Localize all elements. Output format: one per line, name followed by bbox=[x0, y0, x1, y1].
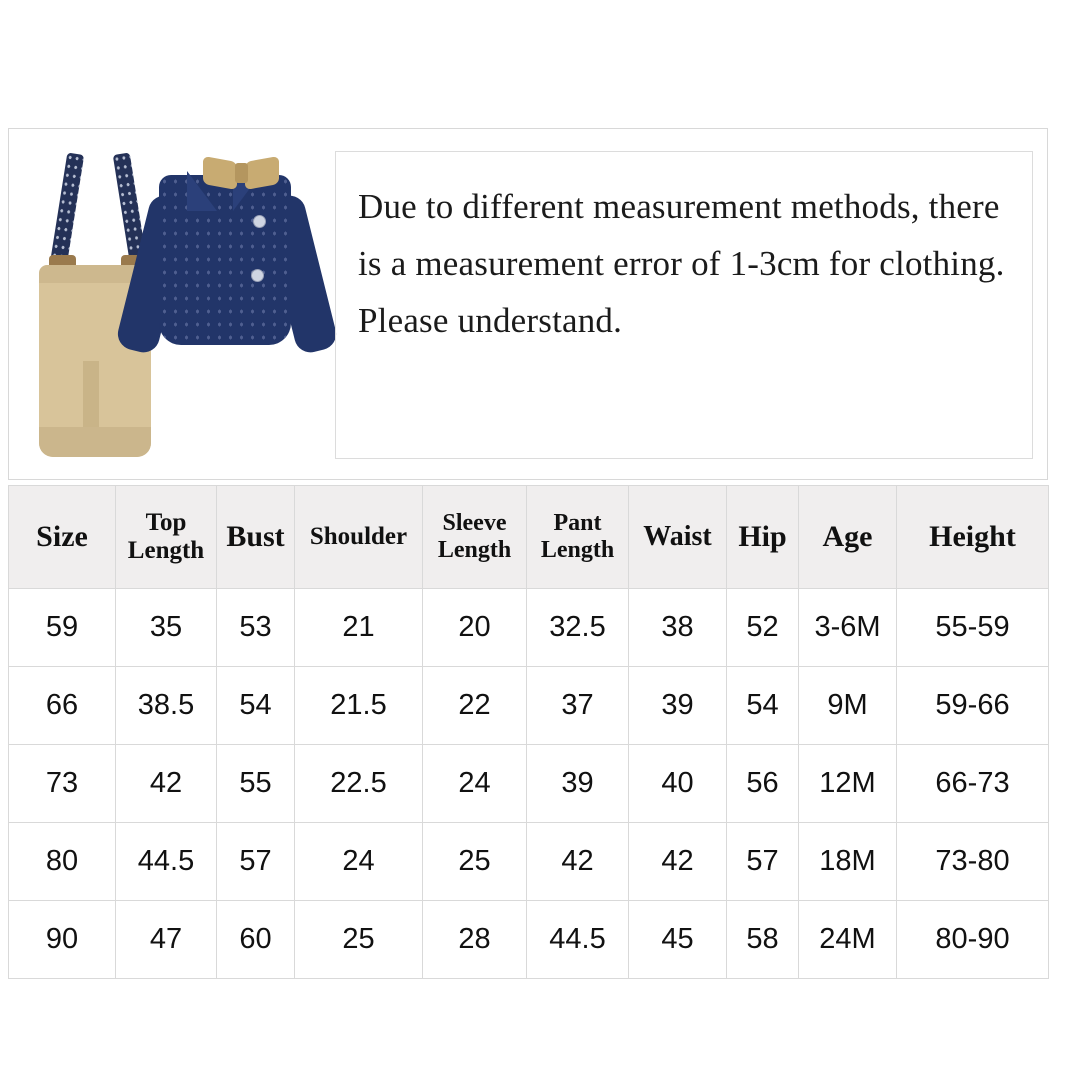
cell-pant: 44.5 bbox=[527, 901, 629, 979]
cell-height: 73-80 bbox=[897, 823, 1049, 901]
table-row bbox=[9, 667, 1049, 745]
column-header-height: Height bbox=[897, 486, 1049, 589]
shirt-dot-pattern bbox=[159, 175, 291, 345]
cell-bust: 60 bbox=[217, 901, 295, 979]
cell-bust: 55 bbox=[217, 745, 295, 823]
cell-age: 9M bbox=[799, 667, 897, 745]
column-header-hip: Hip bbox=[727, 486, 799, 589]
cell-shoulder: 25 bbox=[295, 901, 423, 979]
cell-size: 90 bbox=[9, 901, 116, 979]
product-illustration bbox=[21, 139, 331, 469]
column-header-shoulder: Shoulder bbox=[295, 486, 423, 589]
cell-size: 59 bbox=[9, 589, 116, 667]
cell-waist: 38 bbox=[629, 589, 727, 667]
cell-height: 80-90 bbox=[897, 901, 1049, 979]
cell-pant: 39 bbox=[527, 745, 629, 823]
cell-shoulder: 24 bbox=[295, 823, 423, 901]
cell-height: 66-73 bbox=[897, 745, 1049, 823]
cell-size: 66 bbox=[9, 667, 116, 745]
cell-top: 47 bbox=[116, 901, 217, 979]
cell-age: 3-6M bbox=[799, 589, 897, 667]
cell-shoulder: 21 bbox=[295, 589, 423, 667]
cell-sleeve: 28 bbox=[423, 901, 527, 979]
shirt-button-icon bbox=[251, 269, 264, 282]
cell-size: 80 bbox=[9, 823, 116, 901]
table-row bbox=[9, 823, 1049, 901]
cell-hip: 54 bbox=[727, 667, 799, 745]
table-row bbox=[9, 745, 1049, 823]
cell-sleeve: 24 bbox=[423, 745, 527, 823]
cell-hip: 57 bbox=[727, 823, 799, 901]
outfit-graphic bbox=[21, 139, 331, 469]
size-chart-table bbox=[8, 485, 1049, 979]
cell-shoulder: 21.5 bbox=[295, 667, 423, 745]
cell-top: 42 bbox=[116, 745, 217, 823]
measurement-notice bbox=[335, 151, 1033, 459]
column-header-top-length: Top Length bbox=[116, 486, 217, 589]
shirt-button-icon bbox=[253, 215, 266, 228]
cell-top: 44.5 bbox=[116, 823, 217, 901]
cell-waist: 42 bbox=[629, 823, 727, 901]
cell-pant: 37 bbox=[527, 667, 629, 745]
column-header-age: Age bbox=[799, 486, 897, 589]
cell-pant: 42 bbox=[527, 823, 629, 901]
column-header-pant-length: Pant Length bbox=[527, 486, 629, 589]
cell-pant: 32.5 bbox=[527, 589, 629, 667]
column-header-bust: Bust bbox=[217, 486, 295, 589]
cell-sleeve: 25 bbox=[423, 823, 527, 901]
cell-bust: 53 bbox=[217, 589, 295, 667]
cell-bust: 54 bbox=[217, 667, 295, 745]
cell-waist: 40 bbox=[629, 745, 727, 823]
table-row bbox=[9, 901, 1049, 979]
cell-sleeve: 20 bbox=[423, 589, 527, 667]
cell-age: 18M bbox=[799, 823, 897, 901]
cell-shoulder: 22.5 bbox=[295, 745, 423, 823]
measurement-notice-text: Due to different measurement methods, there is a measurement error of 1-3cm for clothing. Please understand. bbox=[358, 187, 1005, 341]
cell-top: 38.5 bbox=[116, 667, 217, 745]
info-panel bbox=[8, 128, 1048, 480]
cell-bust: 57 bbox=[217, 823, 295, 901]
pants-cuff bbox=[39, 427, 151, 457]
cell-size: 73 bbox=[9, 745, 116, 823]
cell-hip: 56 bbox=[727, 745, 799, 823]
table-row bbox=[9, 589, 1049, 667]
navy-shirt-icon bbox=[159, 175, 291, 345]
cell-age: 24M bbox=[799, 901, 897, 979]
cell-age: 12M bbox=[799, 745, 897, 823]
cell-height: 59-66 bbox=[897, 667, 1049, 745]
cell-waist: 39 bbox=[629, 667, 727, 745]
cell-hip: 58 bbox=[727, 901, 799, 979]
cell-height: 55-59 bbox=[897, 589, 1049, 667]
table-header-row bbox=[9, 486, 1049, 589]
column-header-size: Size bbox=[9, 486, 116, 589]
column-header-sleeve-length: Sleeve Length bbox=[423, 486, 527, 589]
cell-waist: 45 bbox=[629, 901, 727, 979]
cell-top: 35 bbox=[116, 589, 217, 667]
column-header-waist: Waist bbox=[629, 486, 727, 589]
bowtie-knot bbox=[235, 163, 248, 183]
cell-sleeve: 22 bbox=[423, 667, 527, 745]
cell-hip: 52 bbox=[727, 589, 799, 667]
